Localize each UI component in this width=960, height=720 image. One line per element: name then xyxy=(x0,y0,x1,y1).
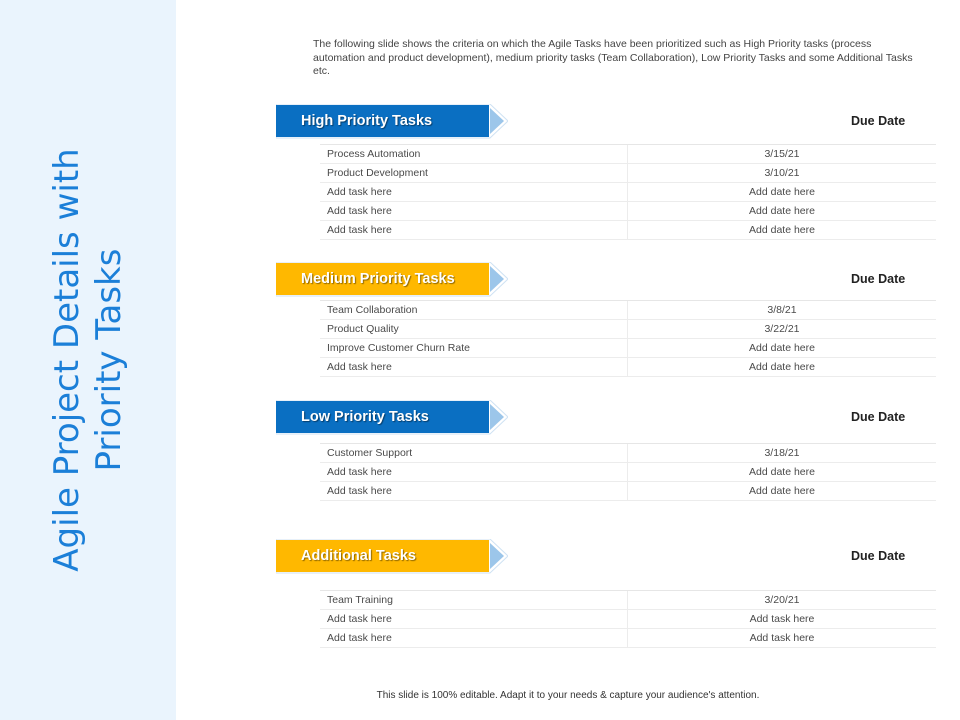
table-row xyxy=(320,610,936,629)
task-cell[interactable]: Add task here xyxy=(320,221,628,239)
intro-text: The following slide shows the criteria on which the Agile Tasks have been prioritized such as High Priority tasks (process automation and product development), medium priority tasks (Team Collaboration), Low Priority Tasks and some Additional Tasks etc. xyxy=(313,38,913,77)
table-row xyxy=(320,301,936,320)
date-cell[interactable]: 3/22/21 xyxy=(764,323,800,335)
section-high-priority xyxy=(276,104,936,236)
task-cell[interactable]: Add task here xyxy=(320,202,628,220)
section-tab xyxy=(276,400,508,436)
table-row xyxy=(320,320,936,339)
table-row xyxy=(320,629,936,648)
date-cell[interactable]: Add task here xyxy=(749,632,815,644)
task-cell[interactable]: Add task here xyxy=(320,629,628,647)
task-cell[interactable]: Improve Customer Churn Rate xyxy=(320,339,628,357)
table-row xyxy=(320,482,936,501)
task-cell[interactable]: Add task here xyxy=(320,463,628,481)
table-row xyxy=(320,339,936,358)
task-cell[interactable]: Add task here xyxy=(320,358,628,376)
date-cell[interactable]: 3/20/21 xyxy=(764,594,800,606)
date-cell[interactable]: 3/10/21 xyxy=(764,167,800,179)
date-cell[interactable]: Add date here xyxy=(749,485,815,497)
task-cell[interactable]: Add task here xyxy=(320,610,628,628)
due-date-header: Due Date xyxy=(851,549,906,563)
task-cell[interactable]: Customer Support xyxy=(320,444,628,462)
date-cell[interactable]: Add date here xyxy=(749,224,815,236)
section-title: Low Priority Tasks xyxy=(301,409,429,425)
due-date-header: Due Date xyxy=(851,114,906,128)
section-additional xyxy=(276,539,936,644)
date-cell[interactable]: Add date here xyxy=(749,361,815,373)
table-row xyxy=(320,463,936,482)
due-date-header: Due Date xyxy=(851,410,906,424)
page-title-line-1: Agile Project Details with xyxy=(47,148,87,572)
page-title xyxy=(46,80,130,640)
section-tab xyxy=(276,104,508,140)
date-cell[interactable]: 3/18/21 xyxy=(764,447,800,459)
date-cell[interactable]: 3/8/21 xyxy=(767,304,797,316)
section-title: Additional Tasks xyxy=(301,548,416,564)
due-date-header: Due Date xyxy=(851,272,906,286)
task-cell[interactable]: Add task here xyxy=(320,482,628,500)
table-row xyxy=(320,183,936,202)
date-cell[interactable]: Add date here xyxy=(749,466,815,478)
section-title: Medium Priority Tasks xyxy=(301,271,455,287)
task-cell[interactable]: Add task here xyxy=(320,183,628,201)
date-cell[interactable]: Add date here xyxy=(749,186,815,198)
task-cell[interactable]: Team Training xyxy=(320,591,628,609)
section-low-priority xyxy=(276,400,936,497)
task-cell[interactable]: Process Automation xyxy=(320,145,628,163)
section-tab xyxy=(276,262,508,298)
footer-note: This slide is 100% editable. Adapt it to your needs & capture your audience's attention. xyxy=(376,690,760,701)
table-row xyxy=(320,202,936,221)
table-row xyxy=(320,221,936,240)
sidebar-panel xyxy=(0,0,176,720)
task-cell[interactable]: Product Quality xyxy=(320,320,628,338)
task-table xyxy=(320,443,936,501)
date-cell[interactable]: Add date here xyxy=(749,342,815,354)
table-row xyxy=(320,591,936,610)
section-tab xyxy=(276,539,508,575)
table-row xyxy=(320,444,936,463)
date-cell[interactable]: Add date here xyxy=(749,205,815,217)
section-medium-priority xyxy=(276,262,936,373)
section-title: High Priority Tasks xyxy=(301,113,433,129)
date-cell[interactable]: 3/15/21 xyxy=(764,148,800,160)
task-table xyxy=(320,144,936,240)
task-cell[interactable]: Product Development xyxy=(320,164,628,182)
table-row xyxy=(320,145,936,164)
page-title-line-2: Priority Tasks xyxy=(89,248,129,472)
table-row xyxy=(320,358,936,377)
task-cell[interactable]: Team Collaboration xyxy=(320,301,628,319)
date-cell[interactable]: Add task here xyxy=(749,613,815,625)
task-table xyxy=(320,300,936,377)
task-table xyxy=(320,590,936,648)
table-row xyxy=(320,164,936,183)
